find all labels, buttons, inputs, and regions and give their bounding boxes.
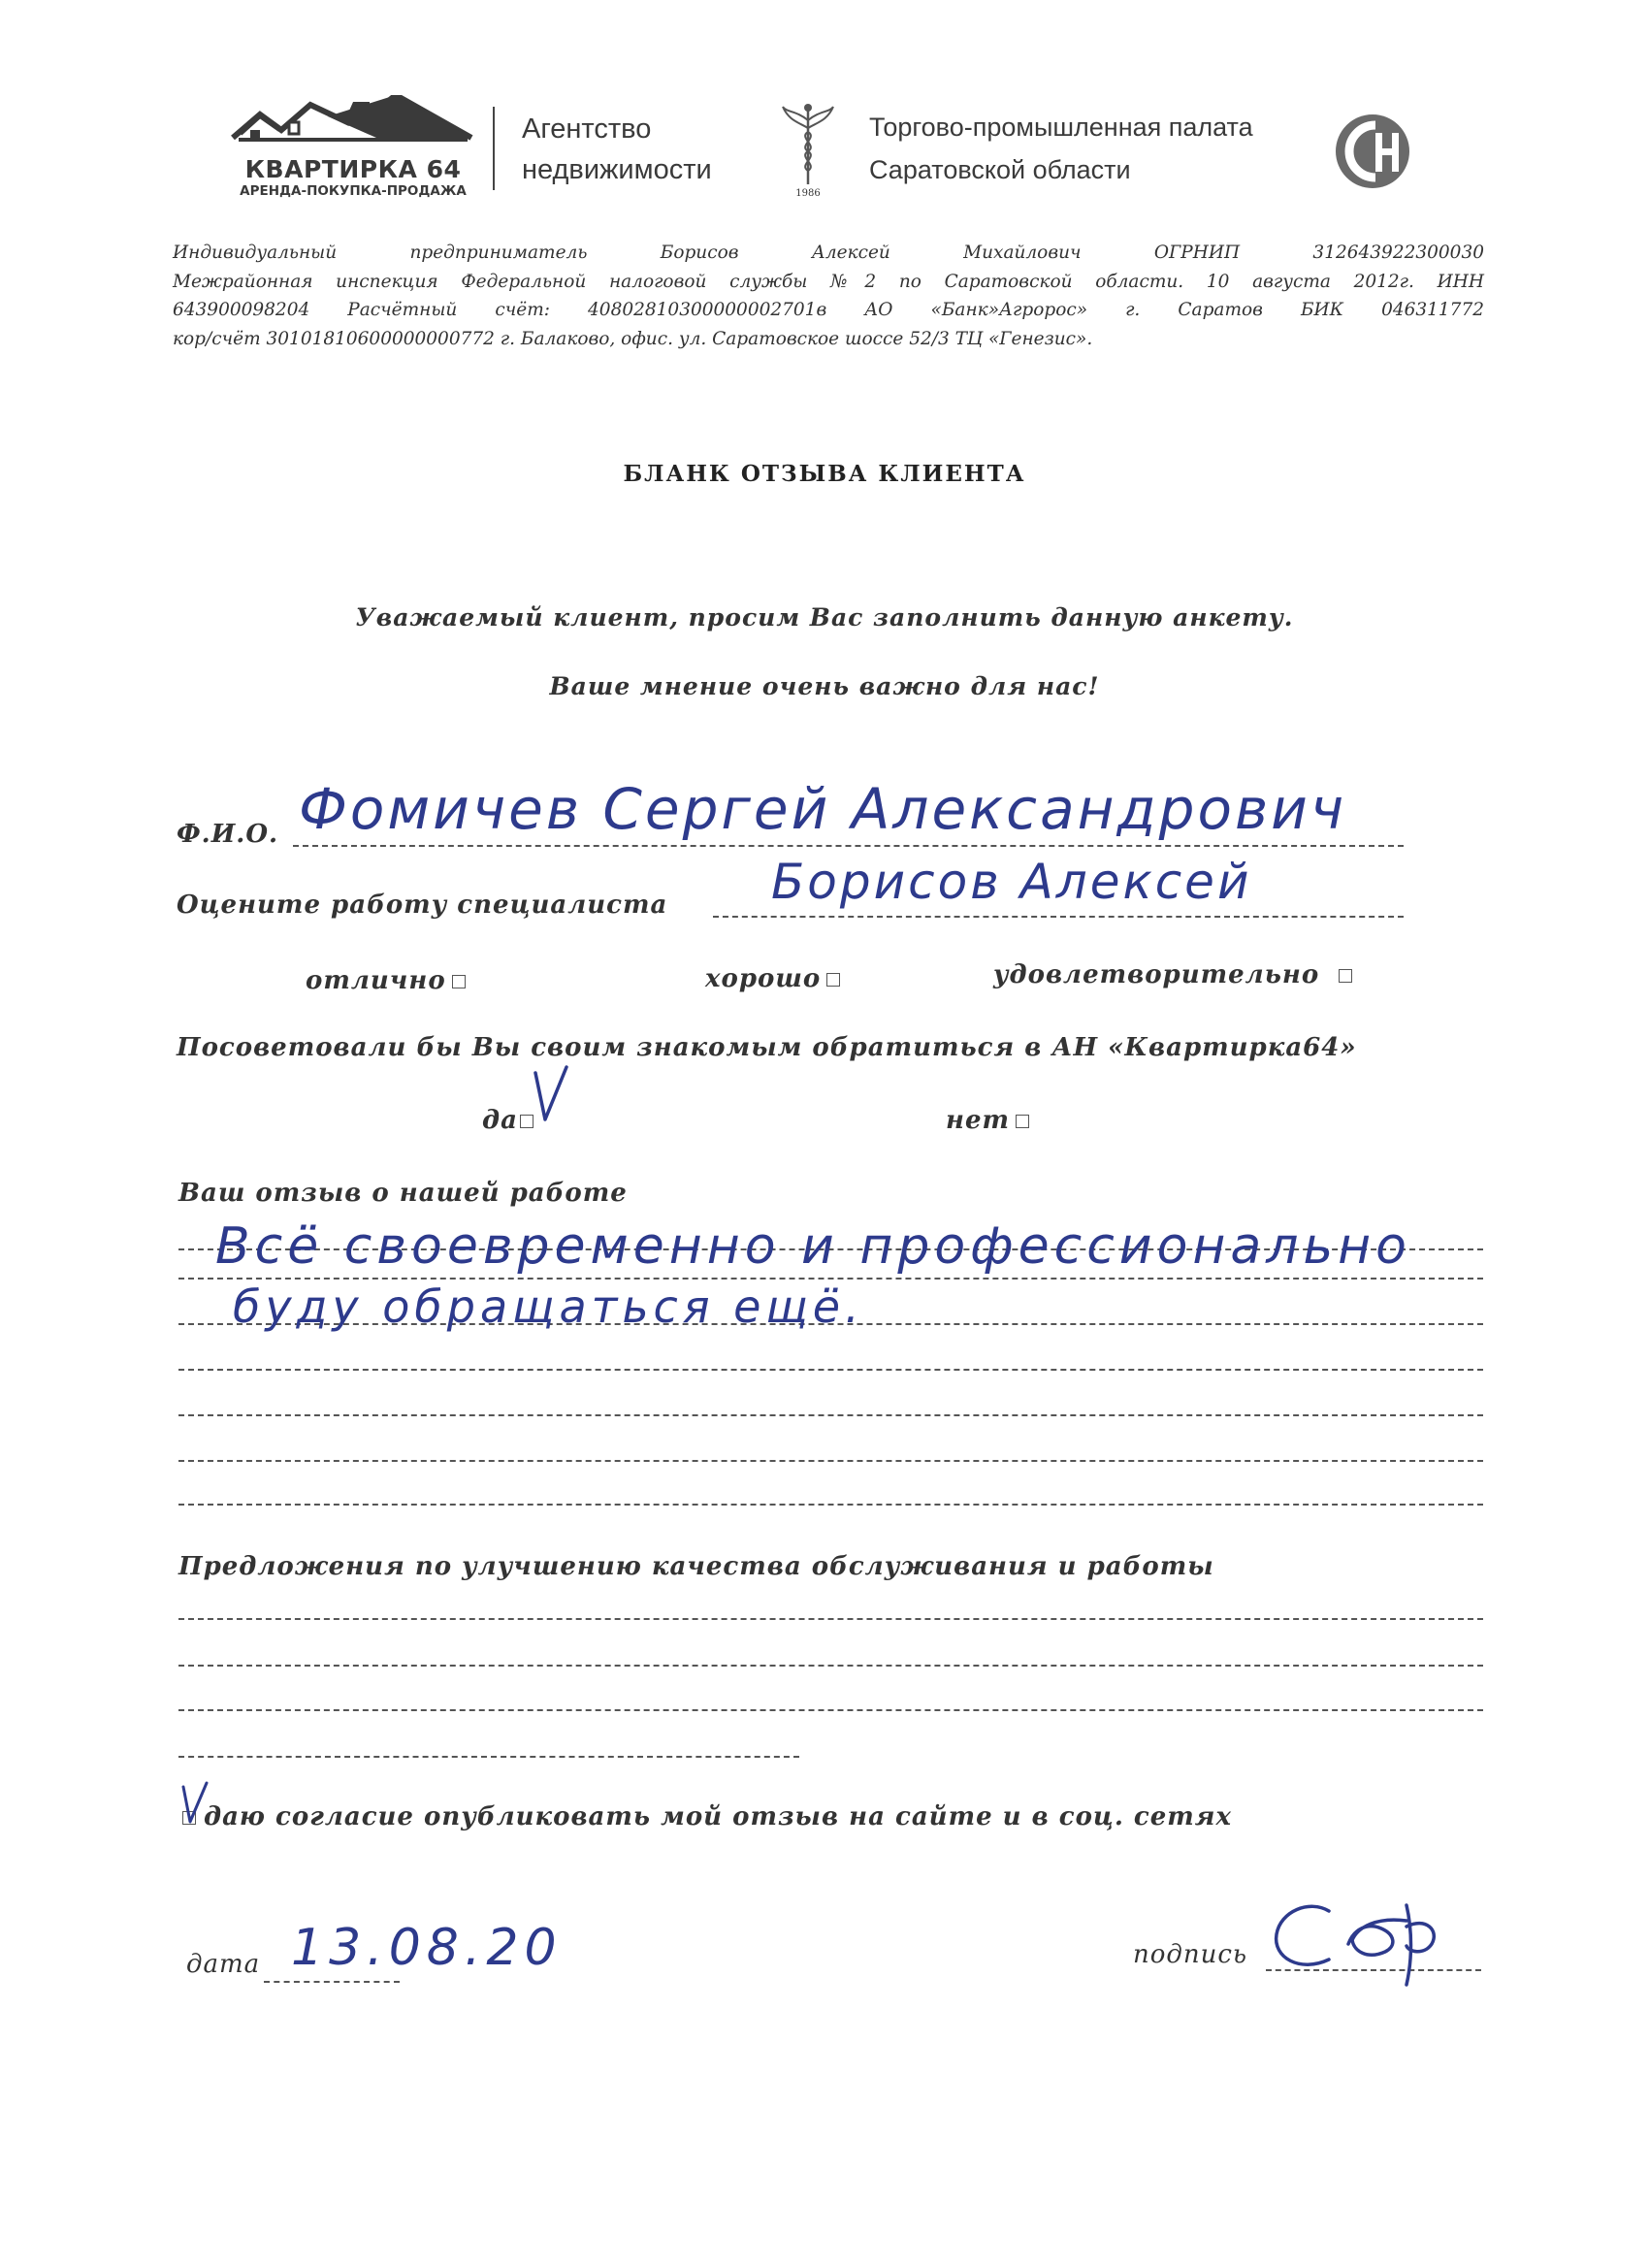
- header-divider: [493, 107, 495, 190]
- rating-option-label: удовлетворительно: [993, 960, 1320, 989]
- signature-label: подпись: [1133, 1940, 1248, 1969]
- recommend-yes-option[interactable]: [482, 1106, 534, 1135]
- checkmark-icon: [532, 1065, 570, 1127]
- review-handwritten-2[interactable]: буду обращаться ещё.: [233, 1280, 864, 1333]
- rating-option-satisfactory[interactable]: [993, 960, 1352, 989]
- review-line-4: [178, 1369, 1483, 1371]
- checkmark-icon: [180, 1781, 210, 1830]
- suggestions-line-1: [178, 1618, 1483, 1620]
- recommend-question: Посоветовали бы Вы своим знакомым обратиться в АН «Квартирка64»: [177, 1033, 1357, 1062]
- agency-line-2: недвижимости: [522, 154, 712, 185]
- chamber-line-1: Торгово-промышленная палата: [869, 113, 1253, 142]
- legal-line-4: кор/счёт 30101810600000000772 г. Балаково, офис. ул. Саратовское шоссе 52/3 ТЦ «Генезис».: [173, 328, 1093, 349]
- chamber-emblem-icon: [781, 103, 835, 204]
- review-line-6: [178, 1460, 1483, 1462]
- checkbox[interactable]: [452, 975, 466, 988]
- review-line-7: [178, 1504, 1483, 1506]
- checkbox[interactable]: [1016, 1115, 1029, 1128]
- agency-logo: [231, 95, 475, 204]
- name-handwritten[interactable]: Фомичев Сергей Александрович: [299, 776, 1347, 842]
- consent-option[interactable]: [182, 1802, 1232, 1831]
- specialist-handwritten[interactable]: Борисов Алексей: [771, 854, 1252, 910]
- chamber-logo-icon: [1333, 112, 1412, 191]
- signature-image: [1261, 1892, 1474, 1989]
- agency-type: [522, 109, 712, 190]
- suggestions-line-2: [178, 1665, 1483, 1667]
- rating-option-label: хорошо: [705, 964, 822, 993]
- chamber-line-2: Саратовской области: [869, 155, 1131, 184]
- intro-line-1: Уважаемый клиент, просим Вас заполнить данную анкету.: [355, 603, 1294, 632]
- intro-line-2: Ваше мнение очень важно для нас!: [549, 672, 1100, 700]
- legal-line-3: 643900098204 Расчётный счёт: 40802810300000002701в АО «Банк»Агророс» г. Саратов БИК 046311772: [173, 300, 1484, 320]
- suggestions-line-4: [178, 1756, 799, 1758]
- chamber-name: [869, 106, 1253, 191]
- house-roof-icon: [231, 95, 475, 163]
- rating-option-good[interactable]: [705, 964, 840, 993]
- review-line-5: [178, 1414, 1483, 1416]
- logo-tagline: АРЕНДА-ПОКУПКА-ПРОДАЖА: [240, 183, 467, 199]
- name-line: [293, 845, 1404, 847]
- date-line: [264, 1981, 400, 1983]
- date-handwritten[interactable]: 13.08.20: [291, 1919, 563, 1977]
- rate-label: Оцените работу специалиста: [177, 891, 668, 920]
- emblem-year: 1986: [795, 188, 821, 199]
- checkbox[interactable]: [1339, 969, 1352, 983]
- consent-text: даю согласие опубликовать мой отзыв на сайте и в соц. сетях: [204, 1802, 1232, 1831]
- legal-line-1: Индивидуальный предприниматель Борисов Алексей Михайлович ОГРНИП 312643922300030: [173, 243, 1484, 263]
- date-label: дата: [186, 1950, 261, 1979]
- rating-option-excellent[interactable]: [306, 966, 466, 995]
- legal-line-2: Межрайонная инспекция Федеральной налоговой службы №2 по Саратовской области. 10 августа 2012г. ИНН: [173, 271, 1484, 292]
- form-title: БЛАНК ОТЗЫВА КЛИЕНТА: [623, 461, 1026, 487]
- review-label: Ваш отзыв о нашей работе: [178, 1179, 628, 1208]
- legal-requisites: [173, 239, 1484, 353]
- recommend-yes-label: да: [482, 1106, 518, 1135]
- suggestions-line-3: [178, 1709, 1483, 1711]
- recommend-no-label: нет: [946, 1106, 1011, 1135]
- recommend-no-option[interactable]: [946, 1106, 1029, 1135]
- review-handwritten-1[interactable]: Всё своевременно и профессионально: [215, 1217, 1411, 1276]
- name-label: Ф.И.О.: [177, 820, 279, 849]
- rating-option-label: отлично: [306, 966, 446, 995]
- checkbox[interactable]: [826, 973, 840, 987]
- suggestions-label: Предложения по улучшению качества обслуживания и работы: [178, 1552, 1214, 1581]
- logo-name: КВАРТИРКА 64: [244, 155, 462, 183]
- review-line-2: [178, 1278, 1483, 1280]
- specialist-line: [713, 916, 1404, 918]
- agency-line-1: Агентство: [522, 113, 652, 145]
